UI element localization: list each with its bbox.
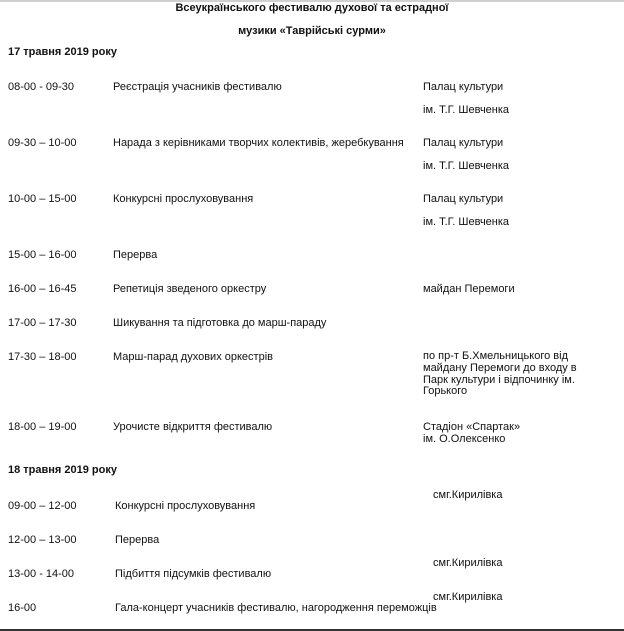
row-location: смг.Кирилівка: [433, 489, 503, 501]
row-time: 16-00 – 16-45: [8, 283, 77, 295]
row-event: Нарада з керівниками творчих колективів, жеребкування: [113, 137, 404, 149]
day1-date: 17 травня 2019 року: [8, 46, 117, 58]
row-location: Палац культури: [423, 137, 504, 149]
row-time: 12-00 – 13-00: [8, 534, 77, 546]
day2-date: 18 травня 2019 року: [8, 464, 117, 476]
row-event: Гала-концерт учасників фестивалю, нагородження переможців: [115, 602, 437, 614]
row-event: Шикування та підготовка до марш-параду: [113, 317, 327, 329]
row-location: по пр-т Б.Хмельницького від майдану Перемоги до входу в Парк культури і відпочинку ім. Горького: [423, 350, 577, 398]
row-time: 15-00 – 16-00: [8, 249, 77, 261]
row-location: майдан Перемоги: [423, 283, 515, 295]
row-location: Палац культури: [423, 81, 504, 93]
row-location: смг.Кирилівка: [433, 591, 503, 603]
row-location: смг.Кирилівка: [433, 557, 503, 569]
row-time: 09-30 – 10-00: [8, 137, 77, 149]
row-time: 08-00 - 09-30: [8, 81, 75, 93]
row-time: 10-00 – 15-00: [8, 193, 77, 205]
row-event: Перерва: [113, 249, 158, 261]
row-time: 17-30 – 18-00: [8, 351, 77, 363]
row-location: Палац культури: [423, 193, 504, 205]
row-event: Репетиція зведеного оркестру: [113, 283, 267, 295]
row-time: 18-00 – 19-00: [8, 421, 77, 433]
title-line-2: музики «Таврійські сурми»: [238, 25, 386, 37]
row-event: Перерва: [115, 534, 160, 546]
row-location: ім. О.Олексенко: [423, 433, 506, 445]
row-event: Урочисте відкриття фестивалю: [113, 421, 273, 433]
title-line-1: Всеукраїнського фестивалю духової та естрадної: [175, 2, 449, 14]
row-location: Стадіон «Спартак»: [423, 421, 521, 433]
row-location: ім. Т.Г. Шевченка: [423, 160, 510, 172]
row-time: 16-00: [8, 602, 37, 614]
row-time: 09-00 – 12-00: [8, 500, 77, 512]
row-time: 13-00 - 14-00: [8, 568, 75, 580]
row-event: Підбиття підсумків фестивалю: [115, 568, 272, 580]
row-event: Реєстрація учасників фестивалю: [113, 81, 282, 93]
row-location: ім. Т.Г. Шевченка: [423, 216, 510, 228]
row-event: Марш-парад духових оркестрів: [113, 351, 273, 363]
row-event: Конкурсні прослуховування: [113, 193, 254, 205]
row-event: Конкурсні прослуховування: [115, 500, 256, 512]
row-location: ім. Т.Г. Шевченка: [423, 104, 510, 116]
row-time: 17-00 – 17-30: [8, 317, 77, 329]
